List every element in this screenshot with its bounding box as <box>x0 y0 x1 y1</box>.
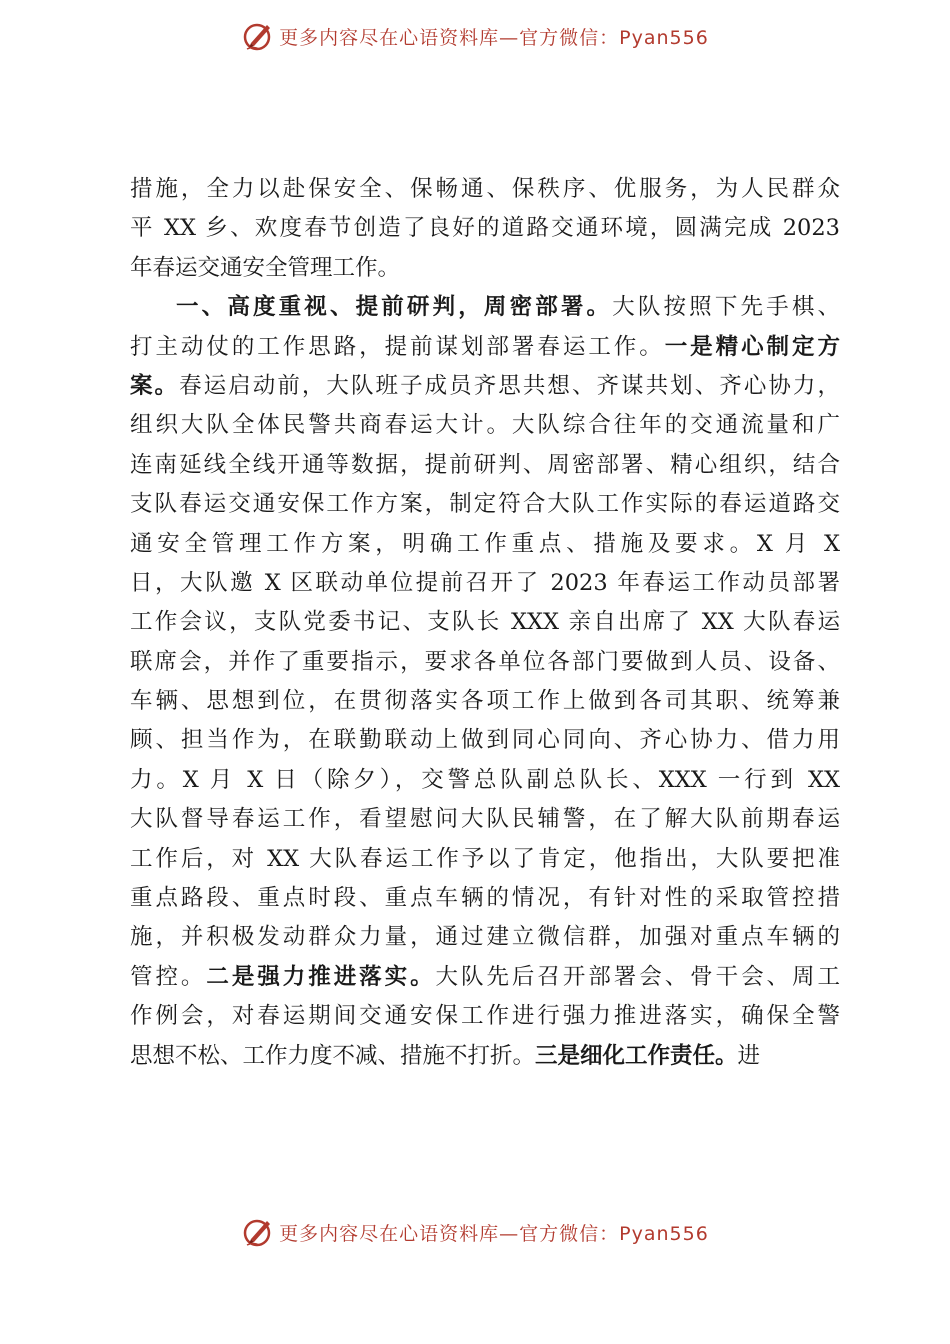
text-run: 平 XX 乡、欢度春节创造了良好的道路交通环境，圆满完成 2023 <box>130 215 840 242</box>
text-line <box>130 328 840 367</box>
text-line <box>130 446 840 485</box>
watermark-footer <box>0 1212 950 1252</box>
text-line <box>130 643 840 682</box>
watermark-header <box>0 16 950 56</box>
text-run: 车辆、思想到位，在贯彻落实各项工作上做到各司其职、统筹兼 <box>130 688 840 715</box>
text-run: 进 <box>737 1042 761 1069</box>
text-run: 组织大队全体民警共商春运大计。大队综合往年的交通流量和广 <box>130 412 840 439</box>
text-run: 春运启动前，大队班子成员齐思共想、齐谋共划、齐心协力， <box>179 372 840 399</box>
text-line <box>130 682 840 721</box>
text-line <box>130 525 840 564</box>
bold-phrase: 案。 <box>130 372 180 399</box>
watermark-text <box>279 23 709 50</box>
text-line <box>130 1037 840 1076</box>
document-body <box>130 170 840 1076</box>
text-line <box>130 800 840 839</box>
text-line <box>130 288 840 327</box>
text-run: 管控。 <box>130 963 207 990</box>
bold-phrase: 三是细化工作责任。 <box>535 1042 738 1069</box>
text-line <box>130 721 840 760</box>
text-run: 日，大队邀 X 区联动单位提前召开了 2023 年春运工作动员部署 <box>130 569 840 596</box>
text-line <box>130 918 840 957</box>
text-run: 支队春运交通安保工作方案，制定符合大队工作实际的春运道路交 <box>130 491 840 518</box>
watermark-wechat-id: Pyan556 <box>619 26 709 49</box>
text-run: 年春运交通安全管理工作。 <box>130 254 401 281</box>
bold-phrase: 二是强力推进落实。 <box>206 963 436 990</box>
text-line <box>130 209 840 248</box>
text-run: 打主动仗的工作思路，提前谋划部署春运工作。 <box>130 333 665 360</box>
text-run: 工作后，对 XX 大队春运工作予以了肯定，他指出，大队要把准 <box>130 845 840 872</box>
text-run: 联席会，并作了重要指示，要求各单位各部门要做到人员、设备、 <box>130 648 840 675</box>
pen-logo-icon <box>241 1215 275 1249</box>
text-run: 思想不松、工作力度不减、措施不打折。 <box>130 1042 536 1069</box>
text-run: 措施，全力以赴保安全、保畅通、保秩序、优服务，为人民群众 <box>130 176 840 202</box>
text-run: 重点路段、重点时段、重点车辆的情况，有针对性的采取管控措 <box>130 885 840 912</box>
text-line <box>130 564 840 603</box>
watermark-text <box>279 1219 709 1246</box>
text-line <box>130 249 840 288</box>
watermark-wechat-id: Pyan556 <box>619 1222 709 1245</box>
bold-phrase: 一、高度重视、提前研判，周密部署。 <box>176 294 613 321</box>
text-run: 通安全管理工作方案，明确工作重点、措施及要求。X 月 X <box>130 530 840 557</box>
watermark-label: 更多内容尽在心语资料库—官方微信： <box>279 1222 620 1245</box>
text-run: 大队督导春运工作，看望慰问大队民辅警，在了解大队前期春运 <box>130 806 840 833</box>
text-line <box>130 170 840 209</box>
text-run: 作例会，对春运期间交通安保工作进行强力推进落实，确保全警 <box>130 1003 840 1030</box>
text-run: 施，并积极发动群众力量，通过建立微信群，加强对重点车辆的 <box>130 924 840 951</box>
bold-phrase: 一是精心制定方 <box>664 333 840 360</box>
text-line <box>130 485 840 524</box>
pen-logo-icon <box>241 19 275 53</box>
text-line <box>130 603 840 642</box>
text-line <box>130 997 840 1036</box>
text-run: 工作会议，支队党委书记、支队长 XXX 亲自出席了 XX 大队春运 <box>130 609 840 636</box>
text-run: 力。X 月 X 日（除夕），交警总队副总队长、XXX 一行到 XX <box>130 766 840 793</box>
text-line <box>130 367 840 406</box>
text-run: 大队先后召开部署会、骨干会、周工 <box>435 963 840 990</box>
text-line <box>130 879 840 918</box>
text-line <box>130 406 840 445</box>
text-run: 连南延线全线开通等数据，提前研判、周密部署、精心组织，结合 <box>130 451 840 478</box>
text-run: 顾、担当作为，在联勤联动上做到同心同向、齐心协力、借力用 <box>130 727 840 754</box>
watermark-label: 更多内容尽在心语资料库—官方微信： <box>279 26 620 49</box>
text-run: 大队按照下先手棋、 <box>612 294 840 321</box>
text-line <box>130 840 840 879</box>
text-line <box>130 958 840 997</box>
text-line <box>130 761 840 800</box>
